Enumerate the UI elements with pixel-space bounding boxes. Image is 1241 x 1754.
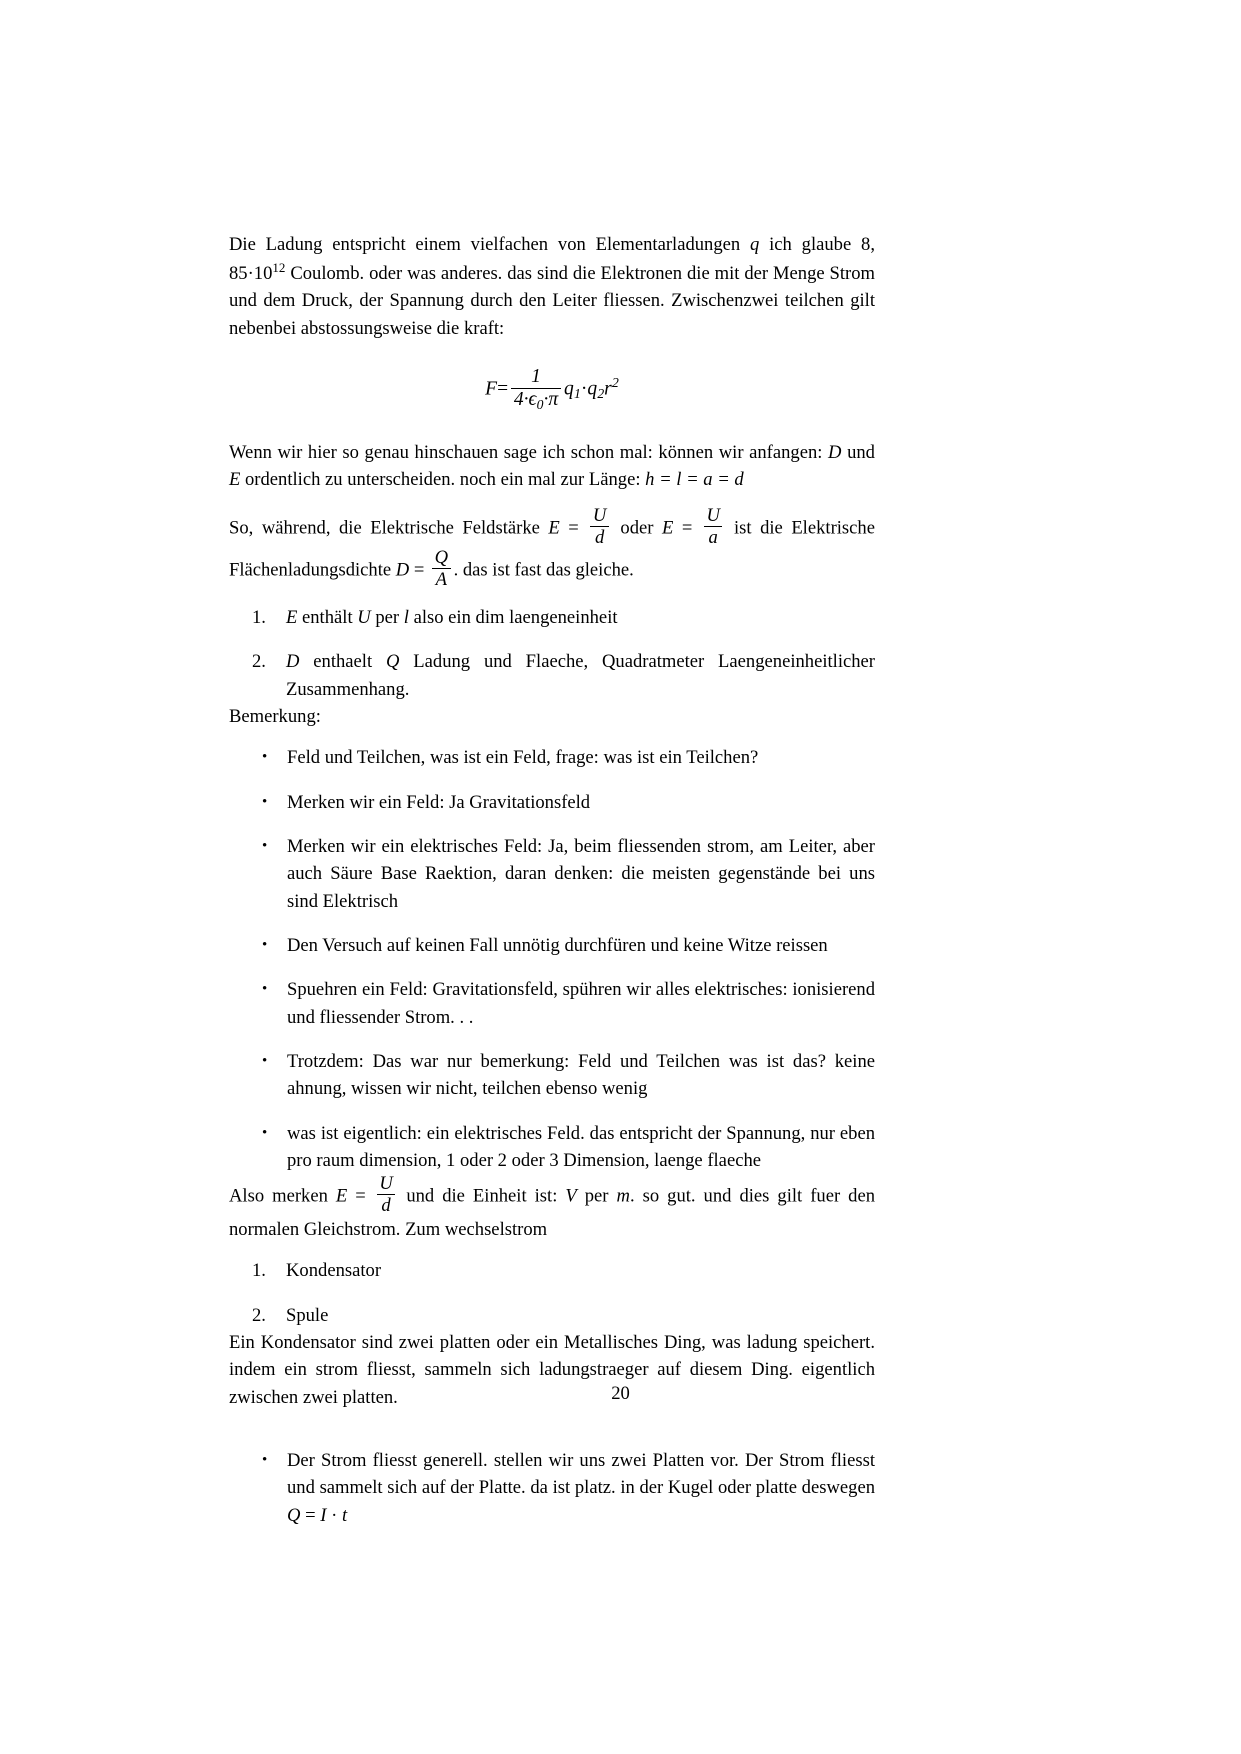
paragraph-feldstaerke [229,439,875,494]
math-V: V [565,1185,577,1207]
math-equals-final: = [300,1504,321,1526]
bullet-marker: • [262,749,268,766]
item2-math-D: D [286,651,300,673]
math-equals-4: = [347,1185,374,1207]
equation-lhs: F [485,378,498,400]
bullet-text: Merken wir ein Feld: Ja Gravitationsfeld [287,791,591,813]
bullet-text: Der Strom fliesst generell. stellen wir uns zwei Platten vor. Der Strom fliesst und sammelt sich auf der Platte. da ist platz. in der Kugel oder platte deswegen [287,1450,875,1499]
bullet-list-bemerkung [229,744,875,1174]
fraction-denominator-A: A [432,568,451,590]
item2-text-1: enthaelt [299,651,386,673]
paragraph-kondensator: Ein Kondensator sind zwei platten oder ein Metallisches Ding, was ladung speichert. indem ein strom fliesst, sammeln sich ladungstraeger auf diesem Ding. eigentlich zwischen zwei platten. [229,1332,875,1408]
math-q: q [750,234,760,255]
para-text-b: ich glaube 8, 85·10 [229,234,875,285]
bullet-marker: • [262,1124,268,1141]
fraction-denominator-d-2: d [377,1194,396,1216]
math-E-4: E [335,1185,348,1207]
math-D-1: D [828,441,842,463]
para3-text-a: So, während, die Elektrische Feldstärke [229,517,549,539]
para4-text-a: Also merken [229,1185,336,1207]
denominator-dot-1: · [523,389,529,411]
math-I-final: I [320,1504,327,1526]
fraction-numerator-Q: Q [434,547,449,569]
equation-q2: q [587,378,598,400]
bullet-text: Den Versuch auf keinen Fall unnötig durchfüren und keine Witze reissen [287,934,828,956]
equation-dot: · [580,378,588,400]
list-item [229,1257,875,1284]
paragraph-feldstaerke-formulas [229,506,875,590]
math-equals-3: = [409,559,430,581]
fraction-numerator-U-1: U [592,505,607,527]
math-Q-final: Q [287,1504,301,1526]
equation-q2-subscript: 2 [597,386,605,402]
equation-r-exponent: 2 [612,375,619,391]
denominator-pi: π [548,389,559,411]
math-t-final: t [341,1504,348,1526]
fraction-U-over-a [701,506,726,548]
bullet-marker: • [262,837,268,854]
display-equation-coulomb-force [229,367,875,412]
math-m: m [616,1185,630,1207]
math-D-2: D [395,559,410,581]
list-item [229,932,875,959]
math-length-equality: h = l = a = d [645,468,744,490]
exponent-12: 12 [272,260,286,276]
bullet-text: Spuehren ein Feld: Gravitationsfeld, spühren wir alles elektrisches: ionisierend und fliessender Strom. . . [287,979,875,1028]
para2-text-a: Wenn wir hier so genau hinschauen sage ich schon mal: können wir anfangen: [229,441,829,463]
list-item [229,789,875,816]
para4-text-d: . so gut. und dies gilt fuer den normalen Gleichstrom. Zum wechselstrom [229,1185,875,1241]
list-marker: 1. [252,606,266,628]
math-E-3: E [661,517,674,539]
fraction-denominator-d-1: d [590,526,609,548]
item2-text-2: Ladung und Flaeche, Quadratmeter Laengeneinheitlicher Zusammenhang. [286,651,875,700]
math-equals-1: = [559,517,588,539]
bullet-marker: • [262,981,268,998]
numbered-list-E-D [229,604,875,703]
denominator-epsilon-subscript: 0 [536,397,544,413]
para-text-c: Coulomb. oder was anderes. das sind die Elektronen die mit der Menge Strom und dem Druck, der Spannung durch den Leiter fliessen. Zwischenzwei teilchen gilt nebenbei abstossungsweise die kraft: [229,263,875,339]
denominator-dot-2: · [543,389,549,411]
bullet-marker: • [262,1452,268,1469]
list-marker: 2. [252,651,266,673]
item1-math-l: l [403,606,409,628]
fraction-U-over-d-1 [587,506,612,548]
paragraph-charge-intro [229,231,875,342]
item1-text-3: also ein dim laengeneinheit [408,606,618,628]
paragraph-bemerkung-label: Bemerkung: [229,705,321,727]
bullet-marker: • [262,793,268,810]
para3-oder-1: oder [611,517,662,539]
item1-math-U: U [357,606,371,628]
fraction-numerator-U-3: U [379,1173,393,1195]
fraction-numerator-U-2: U [706,505,720,527]
fraction-denominator-a: a [704,526,723,548]
list-item [229,744,875,771]
paragraph-also-merken [229,1174,875,1243]
para4-text-b: und die Einheit ist: [398,1185,566,1207]
equation-q1-subscript: 1 [573,386,581,402]
para2-text-b: und [841,441,875,463]
math-dot-final: · [326,1504,342,1526]
spacer [229,1411,875,1433]
list-item [229,604,875,631]
fraction-Q-over-A [429,548,454,590]
list-item-text: Spule [286,1304,329,1326]
equation-equals: = [497,378,509,400]
denominator-epsilon: ϵ [528,389,537,411]
list-item [229,976,875,1031]
denominator-4: 4 [513,389,524,411]
item1-math-E: E [286,606,298,628]
para2-text-c: ordentlich zu unterscheiden. noch ein mal zur Länge: [240,468,646,490]
list-item-text: Kondensator [286,1260,382,1282]
list-item [229,648,875,703]
para3-text-c: . das ist fast das gleiche. [453,559,634,581]
math-equals-2: = [673,517,701,539]
list-item [229,833,875,915]
bullet-list-strom [229,1447,875,1529]
bullet-text: Merken wir ein elektrisches Feld: Ja, beim fliessenden strom, am Leiter, aber auch Säure Base Raektion, daran denken: die meisten gegenstände bei uns sind Elektrisch [287,835,875,912]
item1-text-2: per [370,606,404,628]
para3-text-b: ist die Elektrische Flächenladungsdichte [229,517,875,581]
para-text-a: Die Ladung entspricht einem vielfachen von Elementarladungen [229,234,751,255]
item1-text-1: enthält [297,606,358,628]
list-item [229,1120,875,1175]
list-marker: 1. [252,1260,266,1282]
page-content [229,231,875,1529]
bullet-marker: • [262,936,268,953]
equation-q1: q [563,378,574,400]
bullet-text: Trotzdem: Das war nur bemerkung: Feld und Teilchen was ist das? keine ahnung, wissen wir nicht, teilchen ebenso wenig [287,1050,875,1100]
list-item [229,1447,875,1529]
para4-text-c: per [576,1185,617,1207]
equation-r: r [604,378,612,400]
fraction-U-over-d-2 [374,1174,399,1216]
page-number: 20 [611,1383,630,1404]
bullet-marker: • [262,1052,268,1069]
bullet-text: Feld und Teilchen, was ist ein Feld, frage: was ist ein Teilchen? [287,747,759,769]
list-marker: 2. [252,1304,266,1326]
numbered-list-bauteile [229,1257,875,1329]
equation-fraction [508,367,564,412]
list-item [229,1048,875,1103]
item2-math-Q: Q [386,651,400,673]
fraction-numerator: 1 [531,366,541,388]
list-item [229,1302,875,1329]
fraction-denominator [511,388,561,412]
math-E-1: E [229,468,241,490]
bullet-text: was ist eigentlich: ein elektrisches Feld. das entspricht der Spannung, nur eben pro raum dimension, 1 oder 2 oder 3 Dimension, laenge flaeche [287,1122,875,1171]
math-E-2: E [548,517,560,539]
